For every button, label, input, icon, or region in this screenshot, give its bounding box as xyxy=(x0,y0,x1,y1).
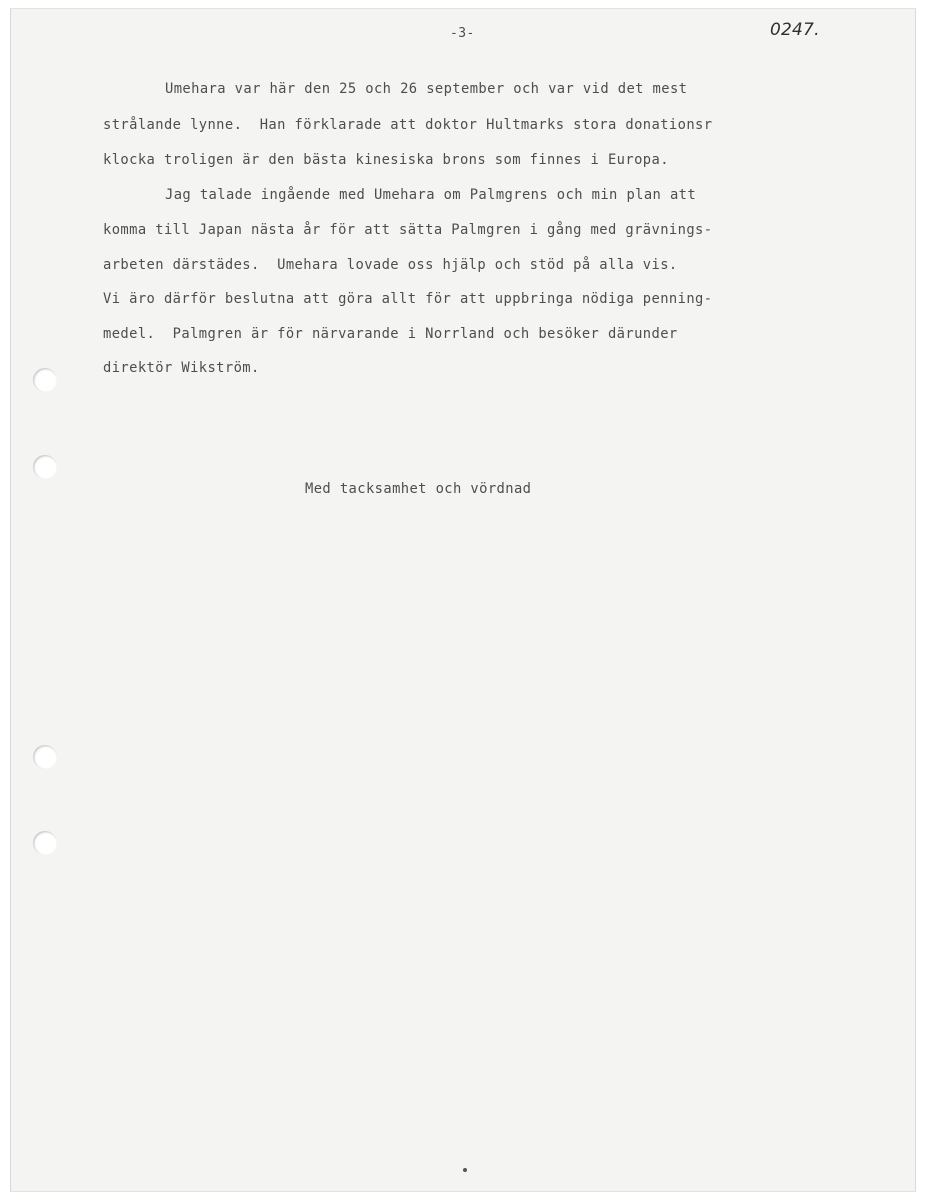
document-page xyxy=(10,8,916,1192)
body-line: Jag talade ingående med Umehara om Palmgrens och min plan att xyxy=(165,187,697,203)
ink-dot xyxy=(463,1168,467,1172)
punch-hole xyxy=(33,831,57,855)
body-line: klocka troligen är den bästa kinesiska brons som finnes i Europa. xyxy=(103,152,669,168)
archive-number: 0247. xyxy=(770,20,820,40)
punch-hole xyxy=(33,368,57,392)
body-line: direktör Wikström. xyxy=(103,360,260,376)
page-number: -3- xyxy=(450,26,475,41)
punch-hole xyxy=(33,455,57,479)
closing-salutation: Med tacksamhet och vördnad xyxy=(305,481,532,497)
body-line: Umehara var här den 25 och 26 september och var vid det mest xyxy=(165,81,688,97)
body-line: Vi äro därför beslutna att göra allt för att uppbringa nödiga penning- xyxy=(103,291,713,307)
body-line: strålande lynne. Han förklarade att doktor Hultmarks stora donationsr xyxy=(103,117,713,133)
punch-hole xyxy=(33,745,57,769)
body-line: arbeten därstädes. Umehara lovade oss hjälp och stöd på alla vis. xyxy=(103,257,678,273)
body-line: komma till Japan nästa år för att sätta Palmgren i gång med grävnings- xyxy=(103,222,713,238)
body-line: medel. Palmgren är för närvarande i Norrland och besöker därunder xyxy=(103,326,678,342)
